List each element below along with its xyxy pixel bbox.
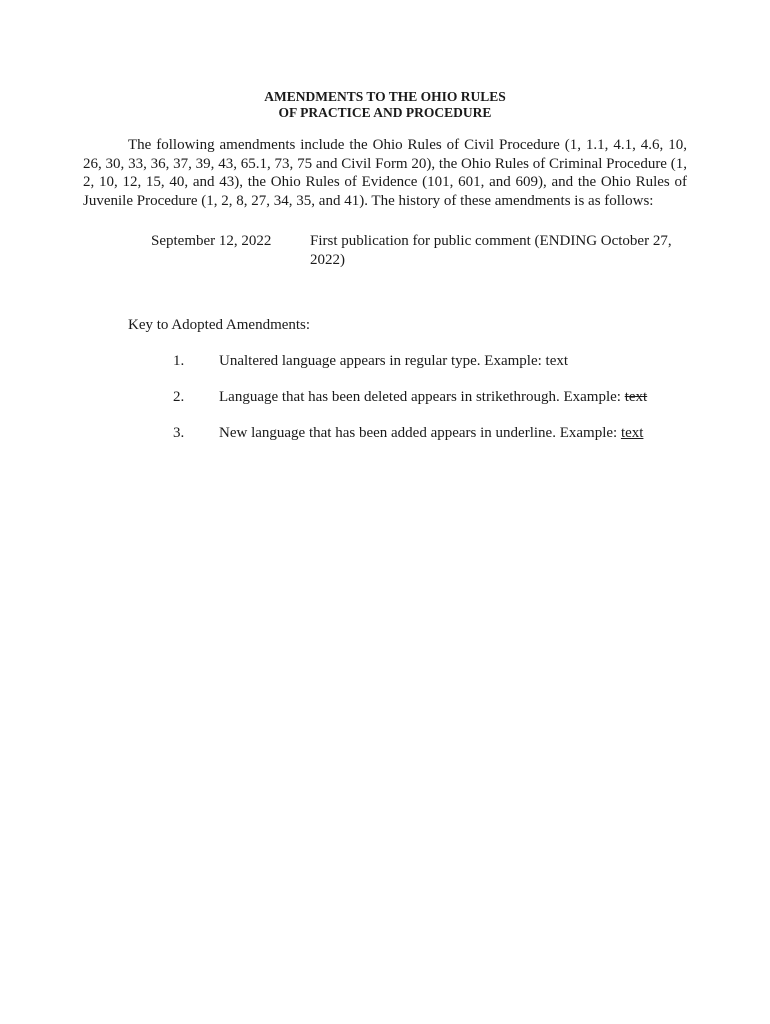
key-item-description: New language that has been added appears in underline. Example: (219, 425, 621, 441)
document-title-line-2: OF PRACTICE AND PROCEDURE (278, 105, 492, 120)
example-underline: text (620, 425, 644, 441)
intro-paragraph: The following amendments include the Ohio Rules of Civil Procedure (1, 1.1, 4.1, 4.6, 10, 26, 30, 33, 36, 37, 39, 43, 65.1, 73, 75 and Civil Form 20), the Ohio Rules of Criminal Procedure (1, 2, 10, 12, 15, 40, and 43), the Ohio Rules of Evidence (101, 601, and 609), and the Ohio Rules of Juvenile Procedure (1, 2, 8, 27, 34, 35, and 41). The history of these amendments is as follows: (83, 137, 687, 209)
key-item-text (219, 424, 643, 443)
history-description: First publication for public comment (ENDING October 27, 2022) (310, 233, 672, 268)
key-item-text (219, 352, 568, 371)
key-item-number: 3. (173, 425, 185, 441)
key-item-number: 2. (173, 389, 185, 405)
key-heading: Key to Adopted Amendments: (128, 317, 311, 333)
example-regular: text (545, 353, 569, 369)
document-title-line-1: AMENDMENTS TO THE OHIO RULES (264, 89, 506, 104)
key-item-text (219, 388, 647, 407)
example-strikethrough: text (624, 389, 648, 405)
key-item-number: 1. (173, 353, 185, 369)
history-date: September 12, 2022 (151, 233, 272, 249)
key-item-description: Unaltered language appears in regular type. Example: (219, 353, 546, 369)
key-item-description: Language that has been deleted appears in strikethrough. Example: (219, 389, 625, 405)
